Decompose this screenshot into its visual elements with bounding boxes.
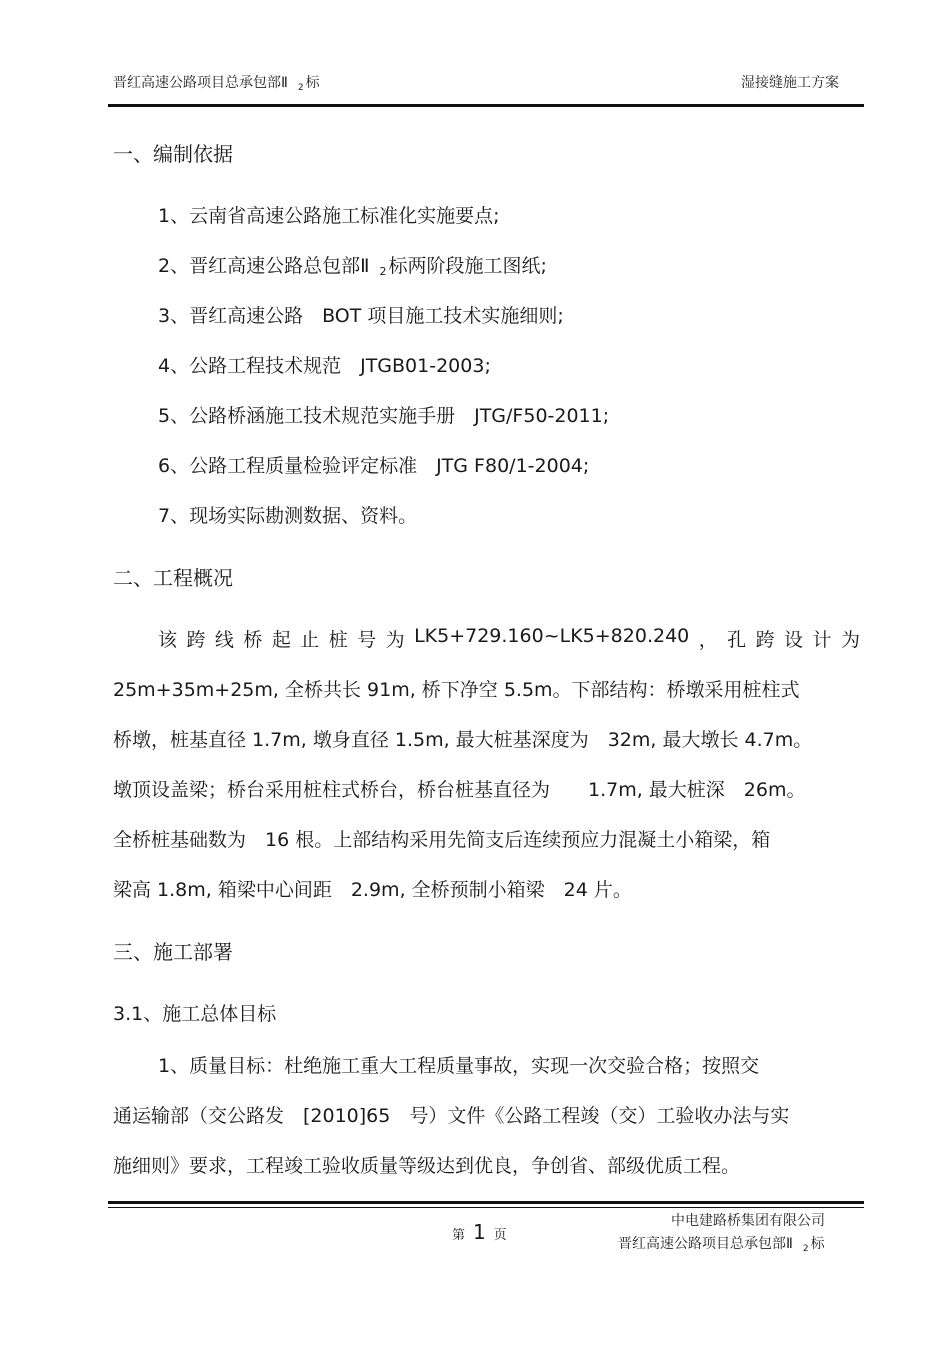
header-project-tail: 标 [305, 75, 320, 91]
page-number [452, 1220, 507, 1244]
section-3-1-title: 3.1、施工总体目标 [113, 1003, 277, 1025]
section-2-line-4: 墩顶设盖梁；桥台采用桩柱式桥台，桥台桩基直径为 1.7m, 最大桩深 26m。 [113, 779, 806, 801]
line-1-char: 孔 [727, 629, 747, 651]
page-prefix: 第 [452, 1228, 466, 1243]
section-3-line-1: 1、质量目标：杜绝施工重大工程质量事故，实现一次交验合格；按照交 [158, 1055, 760, 1077]
section-1-item-2-subscript: 2 [379, 265, 387, 278]
section-1-item-2-tail: 标两阶段施工图纸; [388, 255, 547, 277]
footer-rule-top [108, 1201, 864, 1204]
line-1-char: 为 [385, 629, 405, 651]
section-1-item-3: 3、晋红高速公路 BOT 项目施工技术实施细则; [158, 305, 564, 327]
footer-project [618, 1233, 825, 1254]
line-1-char: 为 [840, 629, 860, 651]
section-2-line-3: 桥墩，桩基直径 1.7m, 墩身直径 1.5m, 最大桩基深度为 32m, 最大墩长 4.7m。 [113, 729, 813, 751]
footer-company: 中电建路桥集团有限公司 [671, 1213, 825, 1229]
section-1-item-6: 6、公路工程质量检验评定标准 JTG F80/1-2004; [158, 455, 590, 477]
line-1-char: 计 [812, 629, 832, 651]
section-1-item-1: 1、云南省高速公路施工标准化实施要点; [158, 205, 500, 227]
header-project [113, 72, 320, 93]
footer-project-name: 晋红高速公路项目总承包部Ⅱ [618, 1236, 793, 1252]
section-1-item-2 [158, 251, 547, 278]
pile-station-range: LK5+729.160~LK5+820.240 [414, 625, 690, 647]
line-1-char: 桥 [243, 629, 263, 651]
line-1-char: 桩 [328, 629, 348, 651]
footer-rule-bottom [108, 1207, 864, 1208]
section-2-title: 二、工程概况 [113, 566, 233, 590]
line-1-char: 起 [271, 629, 291, 651]
line-1-char: 跨 [755, 629, 775, 651]
line-1-char: 线 [214, 629, 234, 651]
section-1-item-2-text: 2、晋红高速公路总包部Ⅱ [158, 255, 370, 277]
line-1-char: 设 [784, 629, 804, 651]
section-2-line-2: 25m+35m+25m, 全桥共长 91m, 桥下净空 5.5m。下部结构：桥墩采用桩柱式 [113, 679, 800, 701]
footer-project-tail: 标 [810, 1236, 825, 1252]
line-1-char: ， [698, 629, 718, 651]
line-1-char: 号 [357, 629, 377, 651]
section-2-line-1 [158, 625, 860, 652]
section-1-title: 一、编制依据 [113, 142, 233, 166]
section-1-item-7: 7、现场实际勘测数据、资料。 [158, 505, 418, 527]
section-3-title: 三、施工部署 [113, 940, 233, 964]
page-number-value: 1 [473, 1220, 486, 1244]
footer-project-subscript: 2 [802, 1244, 809, 1254]
line-1-char: 跨 [186, 629, 206, 651]
header-project-subscript: 2 [297, 83, 304, 93]
page-suffix: 页 [493, 1228, 507, 1243]
section-3-line-3: 施细则》要求，工程竣工验收质量等级达到优良，争创省、部级优质工程。 [113, 1155, 741, 1177]
header-document-title: 湿接缝施工方案 [741, 75, 839, 91]
header-project-name: 晋红高速公路项目总承包部Ⅱ [113, 75, 288, 91]
section-2-line-6: 梁高 1.8m, 箱梁中心间距 2.9m, 全桥预制小箱梁 24 片。 [113, 879, 632, 901]
header-rule [108, 104, 864, 107]
section-2-line-5: 全桥桩基础数为 16 根。上部结构采用先简支后连续预应力混凝土小箱梁，箱 [113, 829, 771, 851]
section-1-item-5: 5、公路桥涵施工技术规范实施手册 JTG/F50-2011; [158, 405, 610, 427]
section-3-line-2: 通运输部（交公路发 [2010]65 号）文件《公路工程竣（交）工验收办法与实 [113, 1105, 790, 1127]
section-1-item-4: 4、公路工程技术规范 JTGB01-2003; [158, 355, 491, 377]
line-1-char: 止 [300, 629, 320, 651]
line-1-char: 该 [158, 629, 178, 651]
